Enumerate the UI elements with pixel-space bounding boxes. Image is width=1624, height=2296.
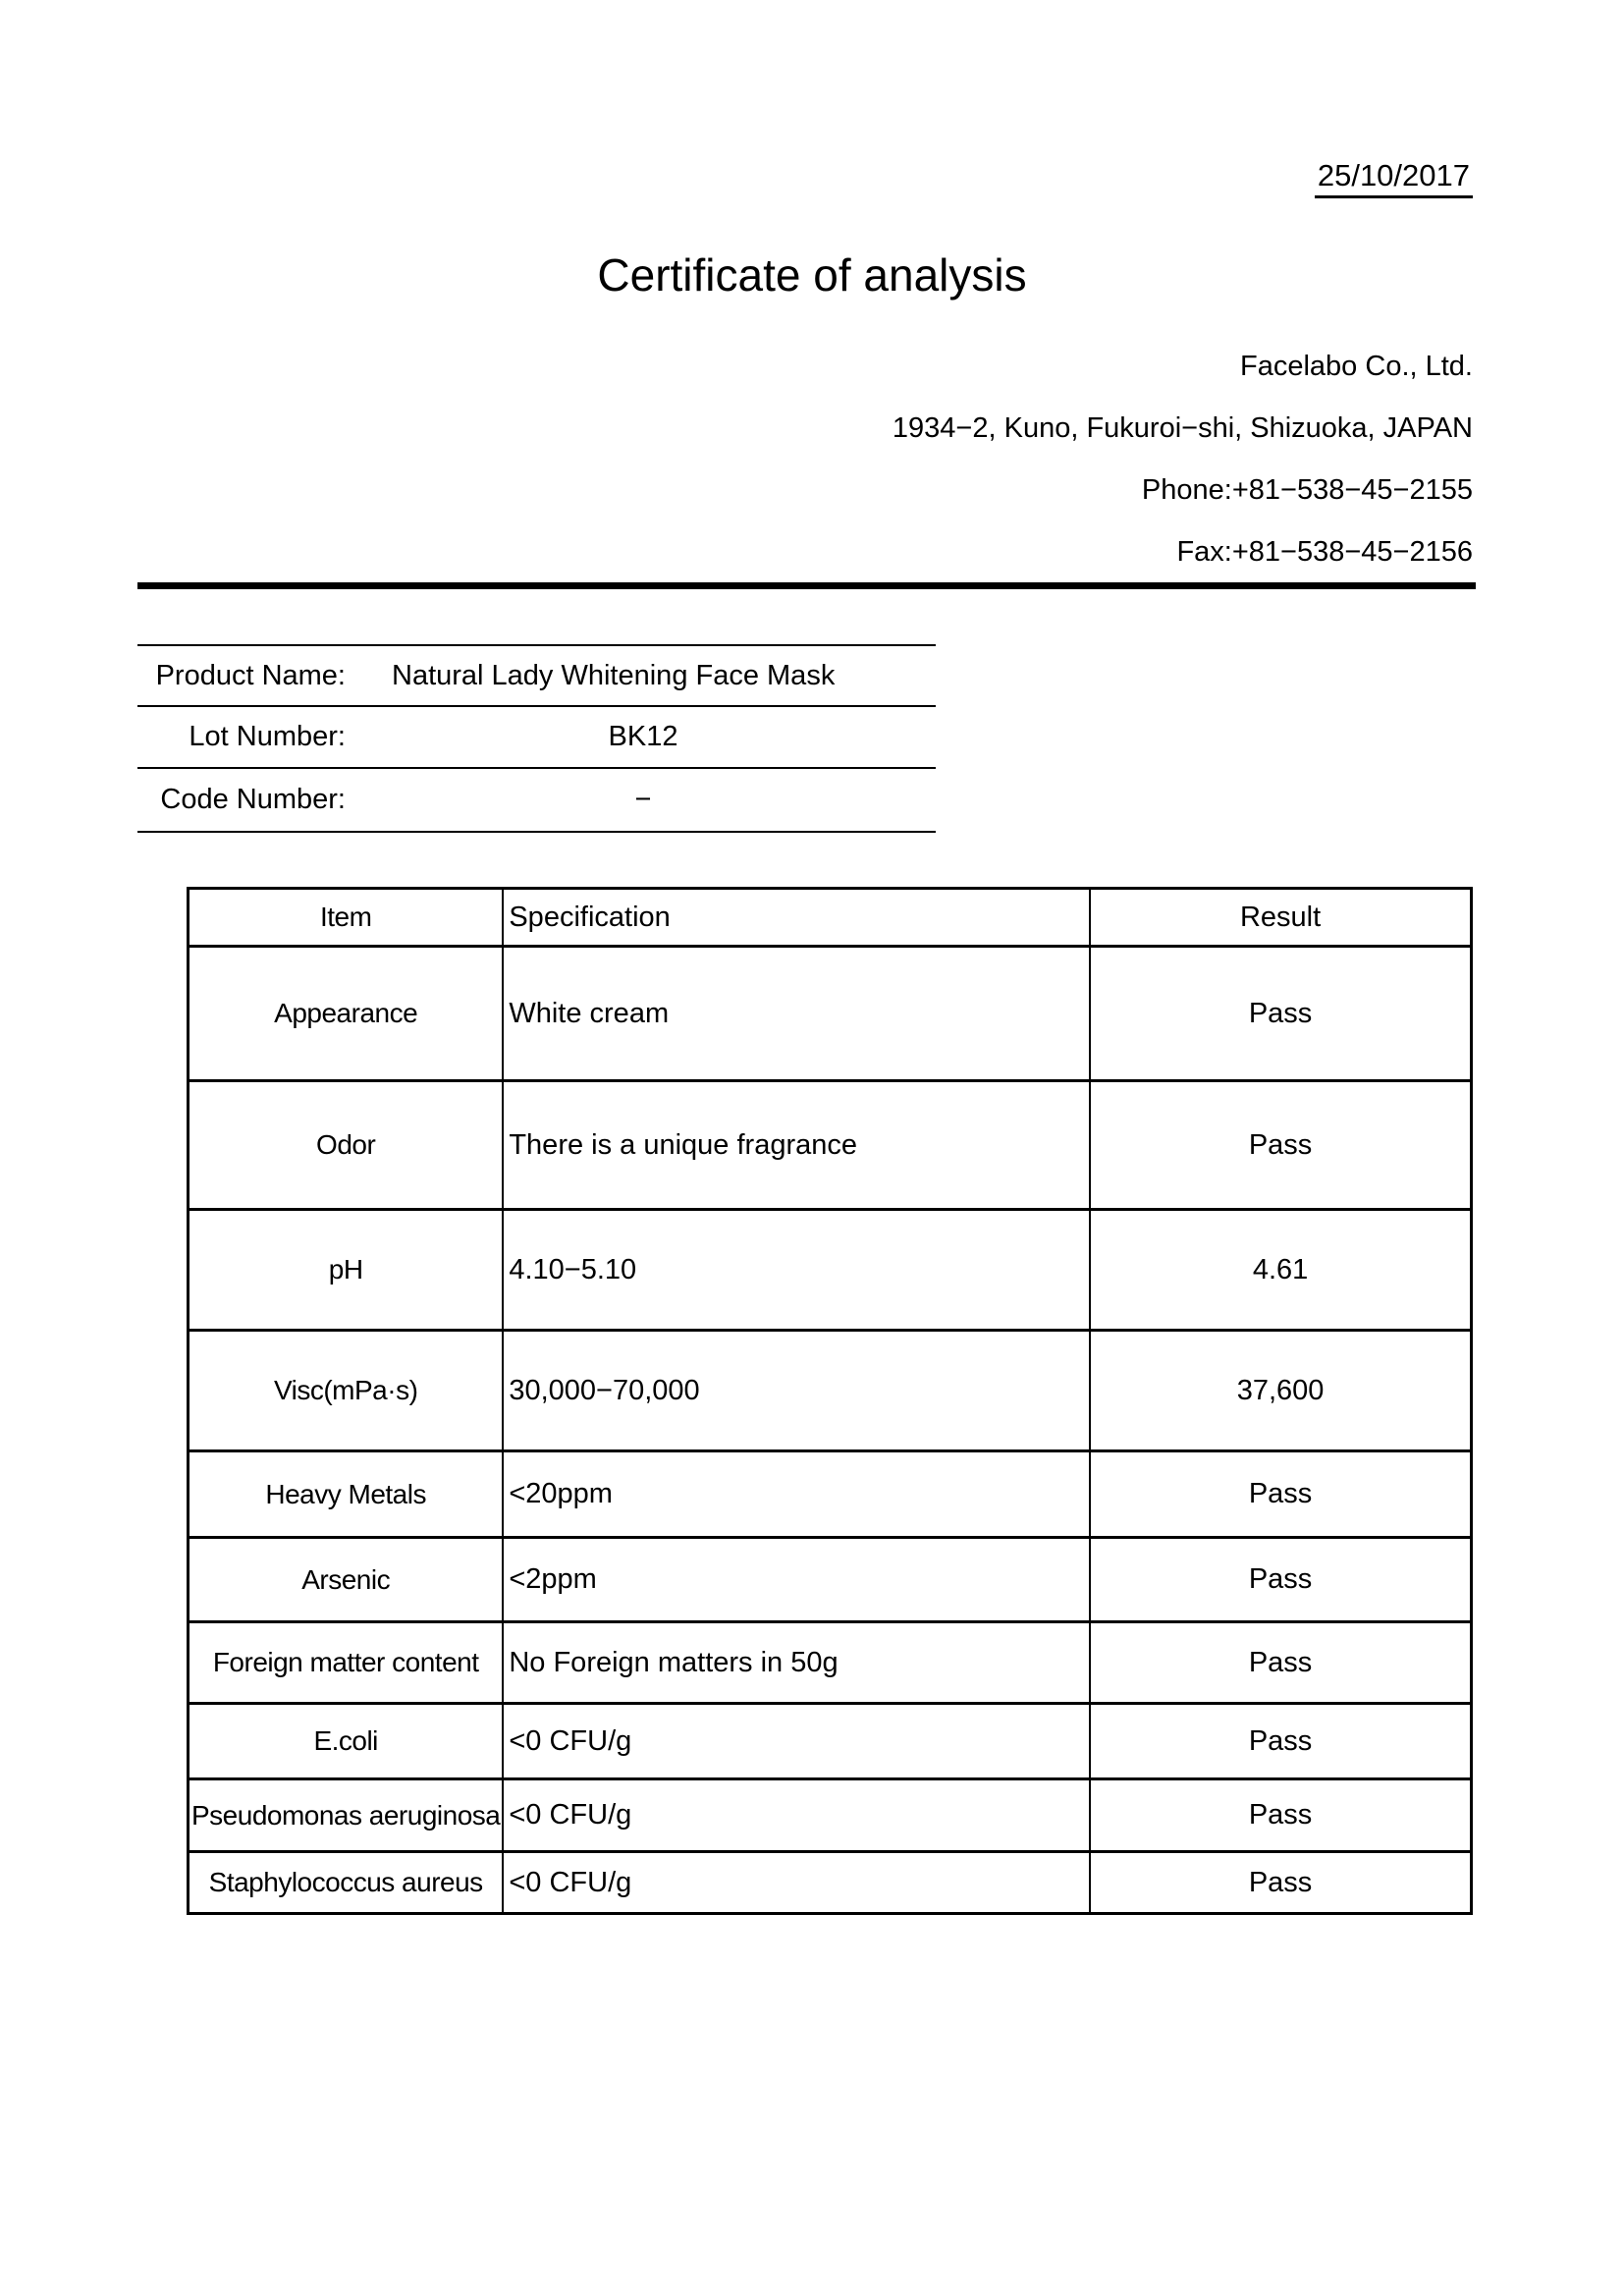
product-name-row — [137, 645, 936, 706]
table-row — [189, 1704, 1472, 1779]
row-item: Foreign matter content — [189, 1622, 504, 1704]
table-row — [189, 1081, 1472, 1210]
table-row — [189, 1538, 1472, 1622]
row-spec: 30,000−70,000 — [503, 1331, 1090, 1451]
row-item: Odor — [189, 1081, 504, 1210]
row-result: Pass — [1090, 1538, 1471, 1622]
row-result: 4.61 — [1090, 1210, 1471, 1331]
code-number-label: Code Number: — [137, 768, 351, 832]
table-row — [189, 1451, 1472, 1538]
row-result: 37,600 — [1090, 1331, 1471, 1451]
row-item: Staphylococcus aureus — [189, 1852, 504, 1914]
company-letterhead — [893, 336, 1473, 583]
document-date: 25/10/2017 — [1315, 159, 1473, 198]
row-spec: <0 CFU/g — [503, 1779, 1090, 1852]
row-spec: 4.10−5.10 — [503, 1210, 1090, 1331]
row-item: Heavy Metals — [189, 1451, 504, 1538]
table-row — [189, 1210, 1472, 1331]
row-result: Pass — [1090, 1852, 1471, 1914]
header-specification: Specification — [503, 889, 1090, 947]
lot-number-label: Lot Number: — [137, 706, 351, 768]
divider-rule — [137, 582, 1476, 589]
table-row — [189, 1779, 1472, 1852]
row-result: Pass — [1090, 947, 1471, 1081]
row-spec: <20ppm — [503, 1451, 1090, 1538]
table-row — [189, 947, 1472, 1081]
lot-number-value: BK12 — [351, 706, 936, 768]
row-spec: White cream — [503, 947, 1090, 1081]
row-spec: No Foreign matters in 50g — [503, 1622, 1090, 1704]
row-spec: <2ppm — [503, 1538, 1090, 1622]
results-table — [187, 887, 1473, 1915]
row-result: Pass — [1090, 1704, 1471, 1779]
row-spec: There is a unique fragrance — [503, 1081, 1090, 1210]
row-result: Pass — [1090, 1779, 1471, 1852]
table-row — [189, 1852, 1472, 1914]
row-item: Arsenic — [189, 1538, 504, 1622]
code-number-value: − — [351, 768, 936, 832]
company-name: Facelabo Co., Ltd. — [1240, 351, 1473, 382]
row-item: E.coli — [189, 1704, 504, 1779]
row-result: Pass — [1090, 1622, 1471, 1704]
row-item: Appearance — [189, 947, 504, 1081]
company-fax: Fax:+81−538−45−2156 — [1176, 536, 1473, 568]
product-name-label: Product Name: — [137, 645, 351, 706]
row-item: Visc(mPa·s) — [189, 1331, 504, 1451]
code-number-row — [137, 768, 936, 832]
company-phone: Phone:+81−538−45−2155 — [1141, 474, 1473, 506]
row-result: Pass — [1090, 1451, 1471, 1538]
product-name-value: Natural Lady Whitening Face Mask — [351, 645, 936, 706]
row-spec: <0 CFU/g — [503, 1852, 1090, 1914]
table-row — [189, 1331, 1472, 1451]
row-item: Pseudomonas aeruginosa — [189, 1779, 504, 1852]
header-result: Result — [1090, 889, 1471, 947]
table-row — [189, 1622, 1472, 1704]
product-info-table — [137, 644, 936, 833]
page-title: Certificate of analysis — [597, 249, 1027, 301]
company-address: 1934−2, Kuno, Fukuroi−shi, Shizuoka, JAPAN — [892, 412, 1473, 444]
row-item: pH — [189, 1210, 504, 1331]
row-result: Pass — [1090, 1081, 1471, 1210]
row-spec: <0 CFU/g — [503, 1704, 1090, 1779]
header-item: Item — [189, 889, 504, 947]
lot-number-row — [137, 706, 936, 768]
results-header-row — [189, 889, 1472, 947]
